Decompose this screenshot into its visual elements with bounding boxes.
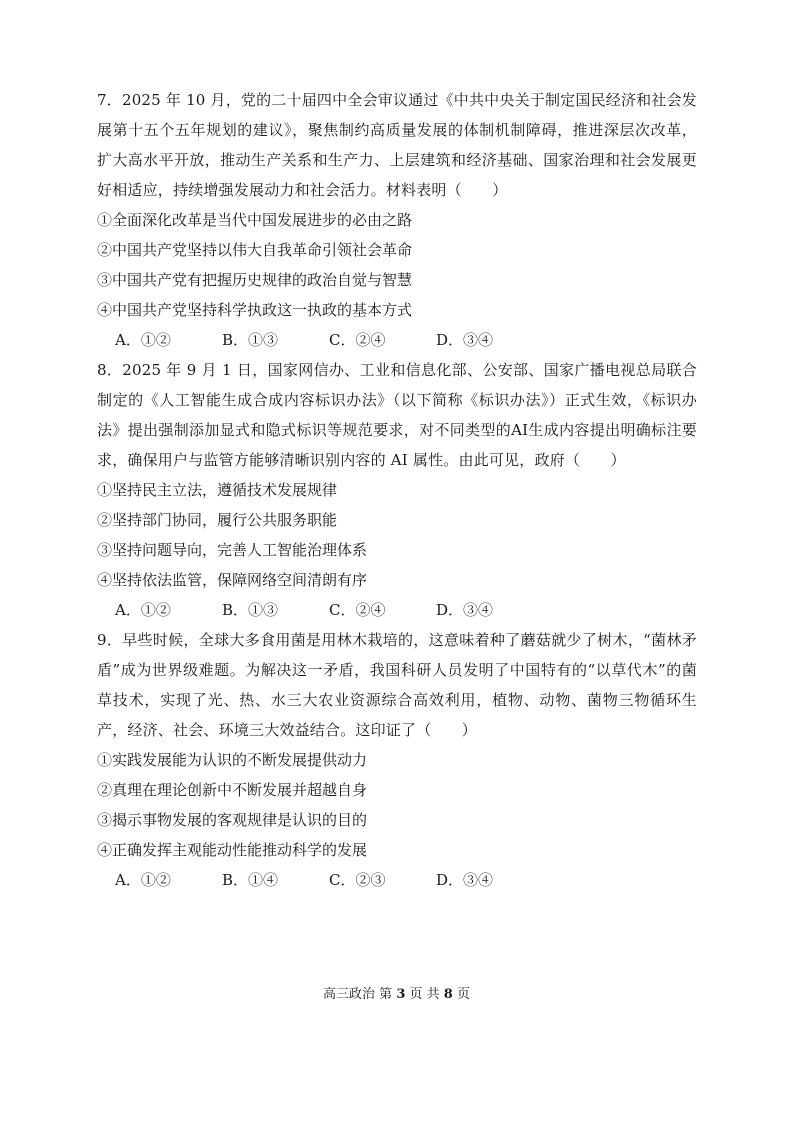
footer-page-mid: 页 共 [409, 987, 440, 1002]
answer-choice-c[interactable]: C．②④ [329, 331, 386, 349]
question-7 [97, 85, 697, 355]
statement-option: ③中国共产党有把握历史规律的政治自觉与智慧 [97, 271, 413, 289]
answer-choice-d[interactable]: D．③④ [436, 601, 494, 619]
answer-choice-b[interactable]: B．①③ [222, 601, 279, 619]
statement-option: ③揭示事物发展的客观规律是认识的目的 [97, 811, 368, 829]
question-list [97, 85, 697, 895]
statement-option: ③坚持问题导向，完善人工智能治理体系 [97, 541, 368, 559]
question-9 [97, 625, 697, 895]
statement-option: ④坚持依法监管，保障网络空间清朗有序 [97, 571, 368, 589]
footer-subject: 高三政治 [323, 987, 376, 1002]
statement-option: ②中国共产党坚持以伟大自我革命引领社会革命 [97, 241, 413, 259]
statement-option: ④中国共产党坚持科学执政这一执政的基本方式 [97, 301, 413, 319]
question-8 [97, 355, 697, 625]
answer-choice-d[interactable]: D．③④ [436, 871, 494, 889]
question-stem: 9．早些时候，全球大多食用菌是用林木栽培的，这意味着种了蘑菇就少了树木，“菌林矛盾”成为世界级难题。为解决这一矛盾，我国科研人员发明了中国特有的“以草代木”的菌草技术，实现了光、热、水三大农业资源综合高效利用，植物、动物、菌物三物循环生产，经济、社会、环境三大效益结合。这印证了（ ） [97, 631, 697, 739]
footer-page-prefix: 第 [379, 987, 393, 1002]
question-stem: 7．2025 年 10 月，党的二十届四中全会审议通过《中共中央关于制定国民经济和社会发展第十五个五年规划的建议》，聚焦制约高质量发展的体制机制障碍，推进深层次改革，扩大高水平开放，推动生产关系和生产力、上层建筑和经济基础、国家治理和社会发展更好相适应，持续增强发展动力和社会活力。材料表明（ ） [97, 91, 697, 199]
statement-option: ②坚持部门协同，履行公共服务职能 [97, 511, 338, 529]
statement-option: ①坚持民主立法，遵循技术发展规律 [97, 481, 338, 499]
answer-choice-a[interactable]: A．①② [115, 331, 171, 349]
question-stem: 8．2025 年 9 月 1 日，国家网信办、工业和信息化部、公安部、国家广播电视总局联合制定的《人工智能生成合成内容标识办法》（以下简称《标识办法》）正式生效，《标识办法》提出强制添加显式和隐式标识等规范要求，对不同类型的AI生成内容提出明确标注要求，确保用户与监管方能够清晰识别内容的 AI 属性。由此可见，政府（ ） [97, 361, 697, 469]
statement-option: ④正确发挥主观能动性能推动科学的发展 [97, 841, 368, 859]
answer-choice-c[interactable]: C．②④ [329, 601, 386, 619]
answer-choices [115, 325, 697, 355]
answer-choices [115, 595, 697, 625]
answer-choice-d[interactable]: D．③④ [436, 331, 494, 349]
answer-choice-b[interactable]: B．①③ [222, 331, 279, 349]
answer-choice-a[interactable]: A．①② [115, 601, 171, 619]
answer-choices [115, 865, 697, 895]
footer-page-current: 3 [396, 987, 406, 1002]
answer-choice-a[interactable]: A．①② [115, 871, 171, 889]
page-footer [0, 985, 793, 1005]
statement-option: ②真理在理论创新中不断发展并超越自身 [97, 781, 368, 799]
statement-option: ①全面深化改革是当代中国发展进步的必由之路 [97, 211, 413, 229]
footer-page-suffix: 页 [456, 987, 470, 1002]
answer-choice-b[interactable]: B．①④ [222, 871, 279, 889]
answer-choice-c[interactable]: C．②③ [329, 871, 386, 889]
statement-option: ①实践发展能为认识的不断发展提供动力 [97, 751, 368, 769]
footer-page-total: 8 [443, 987, 453, 1002]
